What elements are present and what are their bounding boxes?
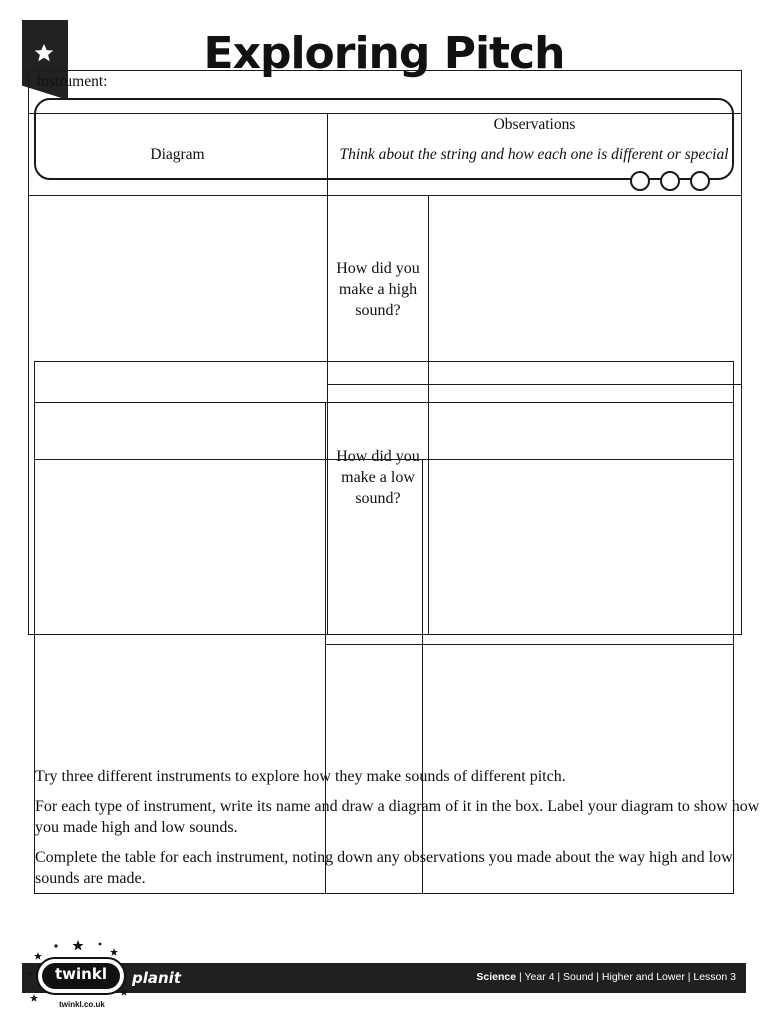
page-title: Exploring Pitch: [203, 28, 565, 79]
instructions: [35, 766, 760, 898]
instruction-3: Complete the table for each instrument, noting down any observations you made about the way high and low sounds are made.: [35, 849, 733, 887]
footer-breadcrumb: [476, 971, 736, 983]
twinkl-url: twinkl.co.uk: [59, 1000, 105, 1009]
twinkl-brand: twinkl: [55, 965, 107, 983]
instruction-1: Try three different instruments to explore how they make sounds of different pitch.: [35, 768, 566, 785]
question-high-sound: How did you make a high sound?: [336, 260, 420, 319]
pill-dot: [660, 171, 680, 191]
instrument-label: Instrument:: [36, 73, 108, 90]
diagram-header: Diagram: [150, 146, 205, 163]
header-pill-frame: [34, 98, 734, 180]
observations-header: Observations: [493, 116, 576, 133]
question-low-sound: How did you make a low sound?: [336, 448, 420, 507]
footer-path: | Year 4 | Sound | Higher and Lower | Lesson 3: [519, 971, 736, 983]
observations-hint: Think about the string and how each one is different or special: [339, 146, 729, 163]
instruction-2: For each type of instrument, write its name and draw a diagram of it in the box. Label your diagram to show how you made high and low sounds.: [35, 798, 760, 836]
footer-subject: Science: [476, 971, 517, 983]
planit-logo: planit: [132, 969, 181, 987]
pill-dot: [690, 171, 710, 191]
pill-dot: [630, 171, 650, 191]
